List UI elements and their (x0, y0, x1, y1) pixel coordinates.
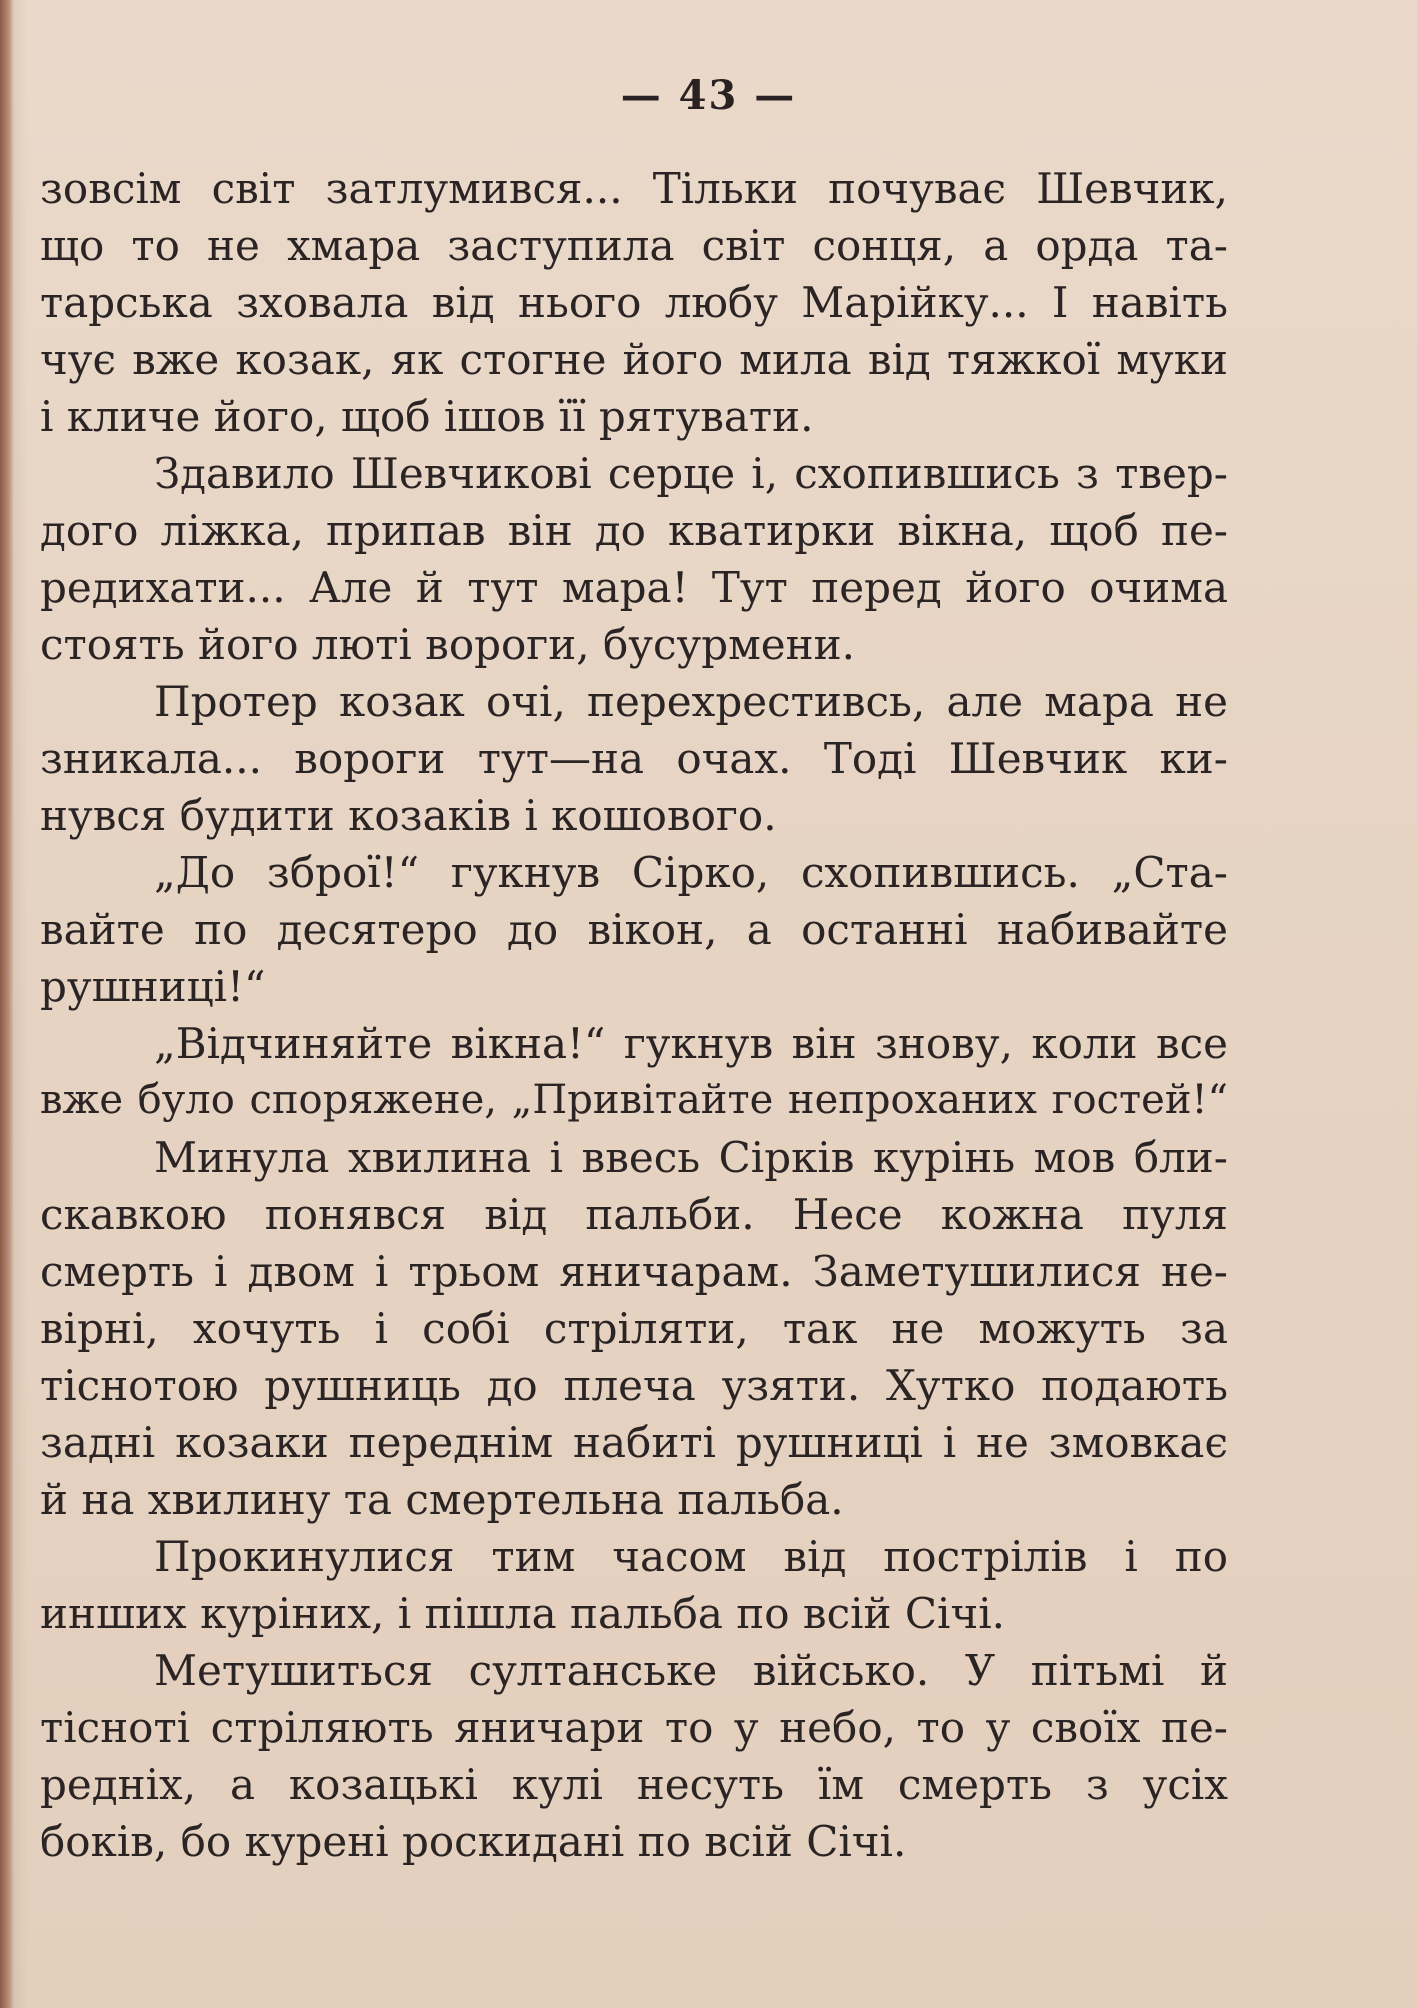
text-line: Прокинулися тим часом від пострілів і по (154, 1532, 1228, 1581)
text-line: „До зброї!“ гукнув Сірко, схопившись. „Ста- (154, 848, 1228, 897)
text-line: инших куріних, і пішла пальба по всій Січі. (40, 1589, 1005, 1638)
text-line: боків, бо курені роскидані по всій Січі. (40, 1817, 907, 1866)
text-line: вірні, хочуть і собі стріляти, так не можуть за (40, 1304, 1228, 1353)
text-line: чує вже козак, як стогне його мила від тяжкої муки (40, 335, 1228, 384)
text-line: тарська зховала від нього любу Марійку... І навіть (40, 278, 1228, 327)
text-line: й на хвилину та смертельна пальба. (40, 1475, 844, 1524)
text-line: Здавило Шевчикові серце і, схопившись з твер- (154, 449, 1228, 498)
text-line: Метушиться султанське військо. У пітьмі й (154, 1646, 1228, 1695)
text-line: рушниці!“ (40, 962, 266, 1011)
text-line: і кличе його, щоб ішов її рятувати. (40, 392, 814, 441)
text-line: Минула хвилина і ввесь Сірків курінь мов бли- (154, 1133, 1228, 1182)
text-line: нувся будити козаків і кошового. (40, 791, 777, 840)
text-line: вайте по десятеро до вікон, а останні набивайте (40, 905, 1228, 954)
text-line: стоять його люті вороги, бусурмени. (40, 620, 855, 669)
text-line: тіснoті стріляють яничари то у небо, то у своїх пе- (40, 1703, 1228, 1752)
text-line: редніх, а козацькі кулі несуть їм смерть з усіх (40, 1760, 1228, 1809)
page-number: — 43 — (620, 72, 797, 119)
text-line: що то не хмара заступила світ сонця, а орда та- (40, 221, 1228, 270)
text-line: тіснотою рушниць до плеча узяти. Хутко подають (40, 1361, 1228, 1410)
text-line: „Відчиняйте вікна!“ гукнув він знову, коли все (154, 1019, 1228, 1068)
text-line: смерть і двом і трьом яничарам. Заметушилися не- (40, 1247, 1228, 1296)
text-line: скавкою понявся від пальби. Несе кожна пуля (40, 1190, 1228, 1239)
text-line: зникала... вороги тут—на очах. Тоді Шевчик ки- (40, 734, 1228, 783)
page-binding-edge (0, 0, 14, 2008)
text-line: редихати... Але й тут мара! Тут перед його очима (40, 563, 1228, 612)
text-line: дого ліжка, припав він до кватирки вікна, щоб пе- (40, 506, 1228, 555)
text-line: Протер козак очі, перехрестивсь, але мара не (154, 677, 1228, 726)
text-line: задні козаки переднім набиті рушниці і не змовкає (40, 1418, 1228, 1467)
text-line: зовсім світ затлумився... Тільки почуває Шевчик, (40, 164, 1228, 213)
text-line: вже було споряжене, „Привітайте непроханих гостей!“ (40, 1077, 1228, 1123)
body-text (40, 160, 1228, 1870)
